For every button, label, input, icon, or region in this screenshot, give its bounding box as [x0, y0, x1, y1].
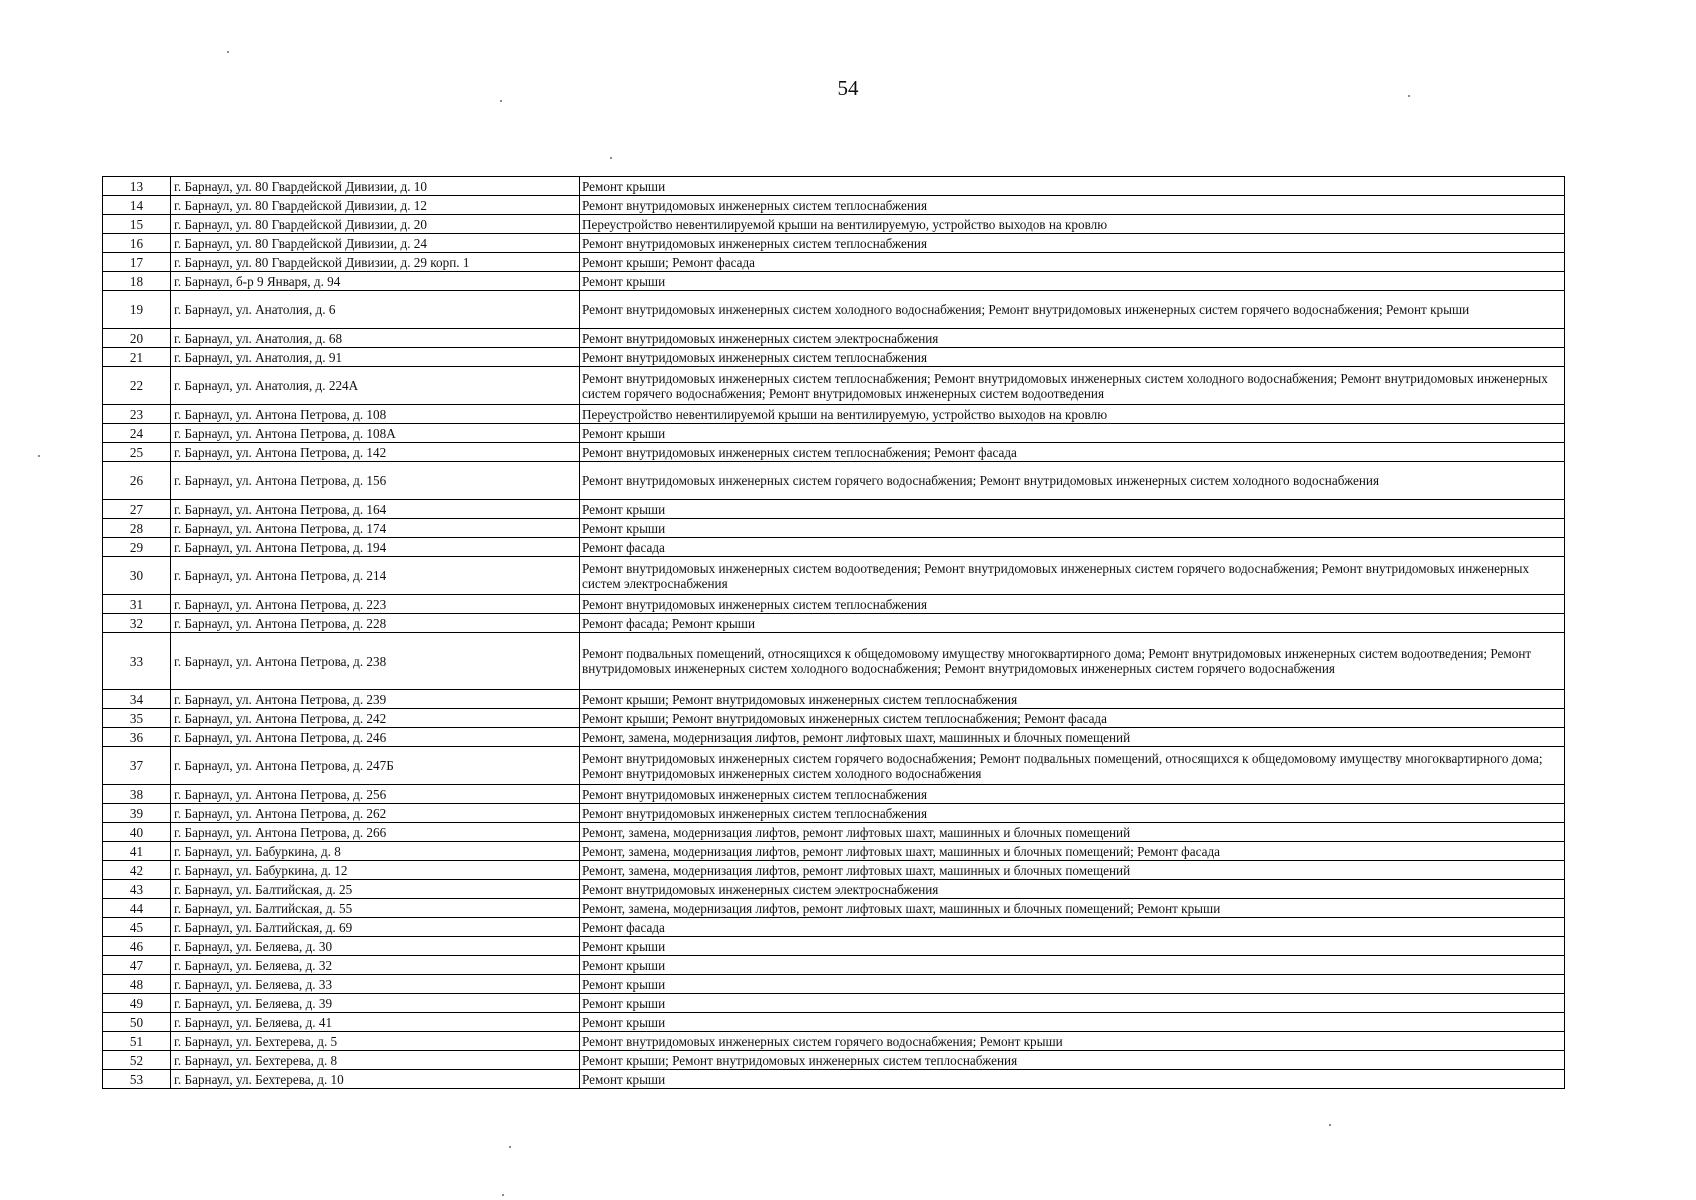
row-number: 18 [103, 272, 171, 291]
row-work-type: Ремонт крыши [580, 975, 1565, 994]
row-work-type: Ремонт внутридомовых инженерных систем горячего водоснабжения; Ремонт внутридомовых инженерных систем холодного водоснабжения [580, 462, 1565, 500]
row-number: 38 [103, 785, 171, 804]
table-row [103, 1070, 1565, 1089]
row-work-type: Ремонт крыши; Ремонт внутридомовых инженерных систем теплоснабжения; Ремонт фасада [580, 709, 1565, 728]
row-address: г. Барнаул, ул. Анатолия, д. 91 [171, 348, 580, 367]
table-row [103, 747, 1565, 785]
row-address: г. Барнаул, ул. 80 Гвардейской Дивизии, д. 24 [171, 234, 580, 253]
row-address: г. Барнаул, ул. Анатолия, д. 68 [171, 329, 580, 348]
row-number: 51 [103, 1032, 171, 1051]
row-work-type: Ремонт крыши [580, 424, 1565, 443]
row-work-type: Ремонт крыши; Ремонт внутридомовых инженерных систем теплоснабжения [580, 1051, 1565, 1070]
row-number: 14 [103, 196, 171, 215]
table-row [103, 291, 1565, 329]
row-address: г. Барнаул, ул. Антона Петрова, д. 228 [171, 614, 580, 633]
table-row [103, 709, 1565, 728]
row-number: 40 [103, 823, 171, 842]
row-number: 52 [103, 1051, 171, 1070]
row-work-type: Ремонт подвальных помещений, относящихся к общедомовому имуществу многоквартирного дома; Ремонт внутридомовых инженерных систем водоотведения; Ремонт внутридомовых инженерных систем холодного водоснабжения; Ремонт внутридомовых инженерных систем горячего водоснабжения [580, 633, 1565, 690]
table-row [103, 348, 1565, 367]
row-number: 24 [103, 424, 171, 443]
row-number: 30 [103, 557, 171, 595]
row-work-type: Ремонт крыши [580, 994, 1565, 1013]
row-address: г. Барнаул, ул. Балтийская, д. 55 [171, 899, 580, 918]
row-address: г. Барнаул, ул. Анатолия, д. 224А [171, 367, 580, 405]
table-row [103, 424, 1565, 443]
table-row [103, 443, 1565, 462]
table-row [103, 1032, 1565, 1051]
row-address: г. Барнаул, ул. Антона Петрова, д. 156 [171, 462, 580, 500]
table-row [103, 937, 1565, 956]
row-work-type: Ремонт крыши [580, 272, 1565, 291]
table-row [103, 405, 1565, 424]
scan-speck [509, 1146, 511, 1148]
row-work-type: Ремонт внутридомовых инженерных систем теплоснабжения; Ремонт внутридомовых инженерных систем холодного водоснабжения; Ремонт внутридомовых инженерных систем горячего водоснабжения; Ремонт внутридомовых инженерных систем водоотведения [580, 367, 1565, 405]
scan-speck [610, 157, 612, 159]
row-address: г. Барнаул, ул. Антона Петрова, д. 223 [171, 595, 580, 614]
row-number: 34 [103, 690, 171, 709]
table-row [103, 690, 1565, 709]
row-address: г. Барнаул, ул. Беляева, д. 32 [171, 956, 580, 975]
row-address: г. Барнаул, ул. Беляева, д. 30 [171, 937, 580, 956]
table-row [103, 842, 1565, 861]
row-number: 16 [103, 234, 171, 253]
row-number: 26 [103, 462, 171, 500]
row-number: 37 [103, 747, 171, 785]
row-work-type: Ремонт внутридомовых инженерных систем теплоснабжения [580, 804, 1565, 823]
row-work-type: Ремонт внутридомовых инженерных систем теплоснабжения [580, 234, 1565, 253]
row-work-type: Ремонт внутридомовых инженерных систем теплоснабжения [580, 595, 1565, 614]
table-row [103, 633, 1565, 690]
row-number: 31 [103, 595, 171, 614]
row-number: 22 [103, 367, 171, 405]
row-address: г. Барнаул, ул. Беляева, д. 33 [171, 975, 580, 994]
table-row [103, 614, 1565, 633]
row-work-type: Переустройство невентилируемой крыши на вентилируемую, устройство выходов на кровлю [580, 405, 1565, 424]
row-work-type: Ремонт внутридомовых инженерных систем водоотведения; Ремонт внутридомовых инженерных систем горячего водоснабжения; Ремонт внутридомовых инженерных систем электроснабжения [580, 557, 1565, 595]
row-number: 41 [103, 842, 171, 861]
row-address: г. Барнаул, ул. Бехтерева, д. 5 [171, 1032, 580, 1051]
row-number: 21 [103, 348, 171, 367]
page-number: 54 [837, 76, 859, 100]
table-row [103, 899, 1565, 918]
row-work-type: Ремонт крыши [580, 956, 1565, 975]
row-number: 27 [103, 500, 171, 519]
row-address: г. Барнаул, ул. Бехтерева, д. 8 [171, 1051, 580, 1070]
row-work-type: Ремонт, замена, модернизация лифтов, ремонт лифтовых шахт, машинных и блочных помещений; Ремонт крыши [580, 899, 1565, 918]
row-work-type: Ремонт крыши; Ремонт фасада [580, 253, 1565, 272]
row-address: г. Барнаул, ул. Бехтерева, д. 10 [171, 1070, 580, 1089]
row-number: 19 [103, 291, 171, 329]
row-number: 13 [103, 177, 171, 196]
row-number: 39 [103, 804, 171, 823]
table-body [103, 177, 1565, 1089]
row-number: 42 [103, 861, 171, 880]
row-address: г. Барнаул, ул. 80 Гвардейской Дивизии, д. 20 [171, 215, 580, 234]
row-address: г. Барнаул, ул. Бабуркина, д. 8 [171, 842, 580, 861]
row-work-type: Переустройство невентилируемой крыши на вентилируемую, устройство выходов на кровлю [580, 215, 1565, 234]
table-row [103, 823, 1565, 842]
row-address: г. Барнаул, ул. 80 Гвардейской Дивизии, д. 29 корп. 1 [171, 253, 580, 272]
table-row [103, 367, 1565, 405]
table-row [103, 785, 1565, 804]
row-work-type: Ремонт внутридомовых инженерных систем теплоснабжения [580, 348, 1565, 367]
row-number: 28 [103, 519, 171, 538]
table-row [103, 329, 1565, 348]
row-work-type: Ремонт крыши [580, 500, 1565, 519]
row-address: г. Барнаул, ул. Антона Петрова, д. 108А [171, 424, 580, 443]
table-row [103, 234, 1565, 253]
table-row [103, 956, 1565, 975]
row-work-type: Ремонт внутридомовых инженерных систем горячего водоснабжения; Ремонт подвальных помещений, относящихся к общедомовому имуществу многоквартирного дома; Ремонт внутридомовых инженерных систем холодного водоснабжения [580, 747, 1565, 785]
row-number: 48 [103, 975, 171, 994]
row-number: 43 [103, 880, 171, 899]
row-address: г. Барнаул, ул. Беляева, д. 41 [171, 1013, 580, 1032]
row-work-type: Ремонт внутридомовых инженерных систем теплоснабжения [580, 196, 1565, 215]
scan-speck [227, 51, 229, 53]
row-address: г. Барнаул, ул. 80 Гвардейской Дивизии, д. 12 [171, 196, 580, 215]
row-number: 25 [103, 443, 171, 462]
row-number: 47 [103, 956, 171, 975]
row-number: 36 [103, 728, 171, 747]
row-work-type: Ремонт крыши [580, 519, 1565, 538]
row-address: г. Барнаул, ул. Антона Петрова, д. 242 [171, 709, 580, 728]
row-address: г. Барнаул, ул. Антона Петрова, д. 238 [171, 633, 580, 690]
row-address: г. Барнаул, ул. Антона Петрова, д. 142 [171, 443, 580, 462]
row-address: г. Барнаул, ул. Антона Петрова, д. 239 [171, 690, 580, 709]
row-number: 23 [103, 405, 171, 424]
row-work-type: Ремонт крыши [580, 177, 1565, 196]
row-address: г. Барнаул, ул. Бабуркина, д. 12 [171, 861, 580, 880]
table-row [103, 994, 1565, 1013]
row-address: г. Барнаул, ул. Антона Петрова, д. 214 [171, 557, 580, 595]
row-number: 29 [103, 538, 171, 557]
row-number: 32 [103, 614, 171, 633]
row-address: г. Барнаул, ул. 80 Гвардейской Дивизии, д. 10 [171, 177, 580, 196]
row-number: 44 [103, 899, 171, 918]
row-address: г. Барнаул, ул. Антона Петрова, д. 194 [171, 538, 580, 557]
row-work-type: Ремонт, замена, модернизация лифтов, ремонт лифтовых шахт, машинных и блочных помещений [580, 823, 1565, 842]
row-number: 49 [103, 994, 171, 1013]
scan-speck [502, 1194, 504, 1196]
table-row [103, 215, 1565, 234]
row-address: г. Барнаул, ул. Балтийская, д. 25 [171, 880, 580, 899]
row-address: г. Барнаул, ул. Антона Петрова, д. 246 [171, 728, 580, 747]
table-row [103, 975, 1565, 994]
table-row [103, 880, 1565, 899]
row-work-type: Ремонт, замена, модернизация лифтов, ремонт лифтовых шахт, машинных и блочных помещений; Ремонт фасада [580, 842, 1565, 861]
table-row [103, 728, 1565, 747]
scan-speck [500, 100, 502, 102]
repair-table [102, 176, 1565, 1089]
row-work-type: Ремонт внутридомовых инженерных систем электроснабжения [580, 329, 1565, 348]
table-row [103, 1013, 1565, 1032]
table-row [103, 861, 1565, 880]
row-work-type: Ремонт внутридомовых инженерных систем теплоснабжения [580, 785, 1565, 804]
row-work-type: Ремонт крыши [580, 1070, 1565, 1089]
table-row [103, 538, 1565, 557]
scan-speck [1329, 1124, 1331, 1126]
row-work-type: Ремонт фасада [580, 918, 1565, 937]
row-number: 50 [103, 1013, 171, 1032]
row-number: 45 [103, 918, 171, 937]
row-work-type: Ремонт внутридомовых инженерных систем горячего водоснабжения; Ремонт крыши [580, 1032, 1565, 1051]
scan-speck [1408, 95, 1410, 97]
row-work-type: Ремонт фасада; Ремонт крыши [580, 614, 1565, 633]
row-number: 20 [103, 329, 171, 348]
table-row [103, 918, 1565, 937]
row-address: г. Барнаул, ул. Антона Петрова, д. 256 [171, 785, 580, 804]
table-row [103, 253, 1565, 272]
row-work-type: Ремонт фасада [580, 538, 1565, 557]
row-number: 35 [103, 709, 171, 728]
table-row [103, 500, 1565, 519]
row-address: г. Барнаул, ул. Антона Петрова, д. 174 [171, 519, 580, 538]
row-address: г. Барнаул, ул. Антона Петрова, д. 266 [171, 823, 580, 842]
row-work-type: Ремонт крыши [580, 1013, 1565, 1032]
row-number: 53 [103, 1070, 171, 1089]
row-address: г. Барнаул, ул. Балтийская, д. 69 [171, 918, 580, 937]
row-work-type: Ремонт внутридомовых инженерных систем теплоснабжения; Ремонт фасада [580, 443, 1565, 462]
row-number: 46 [103, 937, 171, 956]
table-row [103, 804, 1565, 823]
row-address: г. Барнаул, ул. Антона Петрова, д. 164 [171, 500, 580, 519]
row-work-type: Ремонт, замена, модернизация лифтов, ремонт лифтовых шахт, машинных и блочных помещений [580, 861, 1565, 880]
table-row [103, 557, 1565, 595]
row-address: г. Барнаул, ул. Антона Петрова, д. 108 [171, 405, 580, 424]
table-row [103, 272, 1565, 291]
row-work-type: Ремонт крыши [580, 937, 1565, 956]
table-row [103, 196, 1565, 215]
row-address: г. Барнаул, б-р 9 Января, д. 94 [171, 272, 580, 291]
row-number: 33 [103, 633, 171, 690]
scan-speck [38, 455, 40, 457]
row-address: г. Барнаул, ул. Анатолия, д. 6 [171, 291, 580, 329]
row-address: г. Барнаул, ул. Беляева, д. 39 [171, 994, 580, 1013]
table-row [103, 462, 1565, 500]
table-row [103, 177, 1565, 196]
row-work-type: Ремонт внутридомовых инженерных систем холодного водоснабжения; Ремонт внутридомовых инженерных систем горячего водоснабжения; Ремонт крыши [580, 291, 1565, 329]
row-address: г. Барнаул, ул. Антона Петрова, д. 247Б [171, 747, 580, 785]
row-number: 15 [103, 215, 171, 234]
row-number: 17 [103, 253, 171, 272]
row-address: г. Барнаул, ул. Антона Петрова, д. 262 [171, 804, 580, 823]
row-work-type: Ремонт внутридомовых инженерных систем электроснабжения [580, 880, 1565, 899]
table-row [103, 1051, 1565, 1070]
table-row [103, 519, 1565, 538]
table-row [103, 595, 1565, 614]
row-work-type: Ремонт крыши; Ремонт внутридомовых инженерных систем теплоснабжения [580, 690, 1565, 709]
row-work-type: Ремонт, замена, модернизация лифтов, ремонт лифтовых шахт, машинных и блочных помещений [580, 728, 1565, 747]
